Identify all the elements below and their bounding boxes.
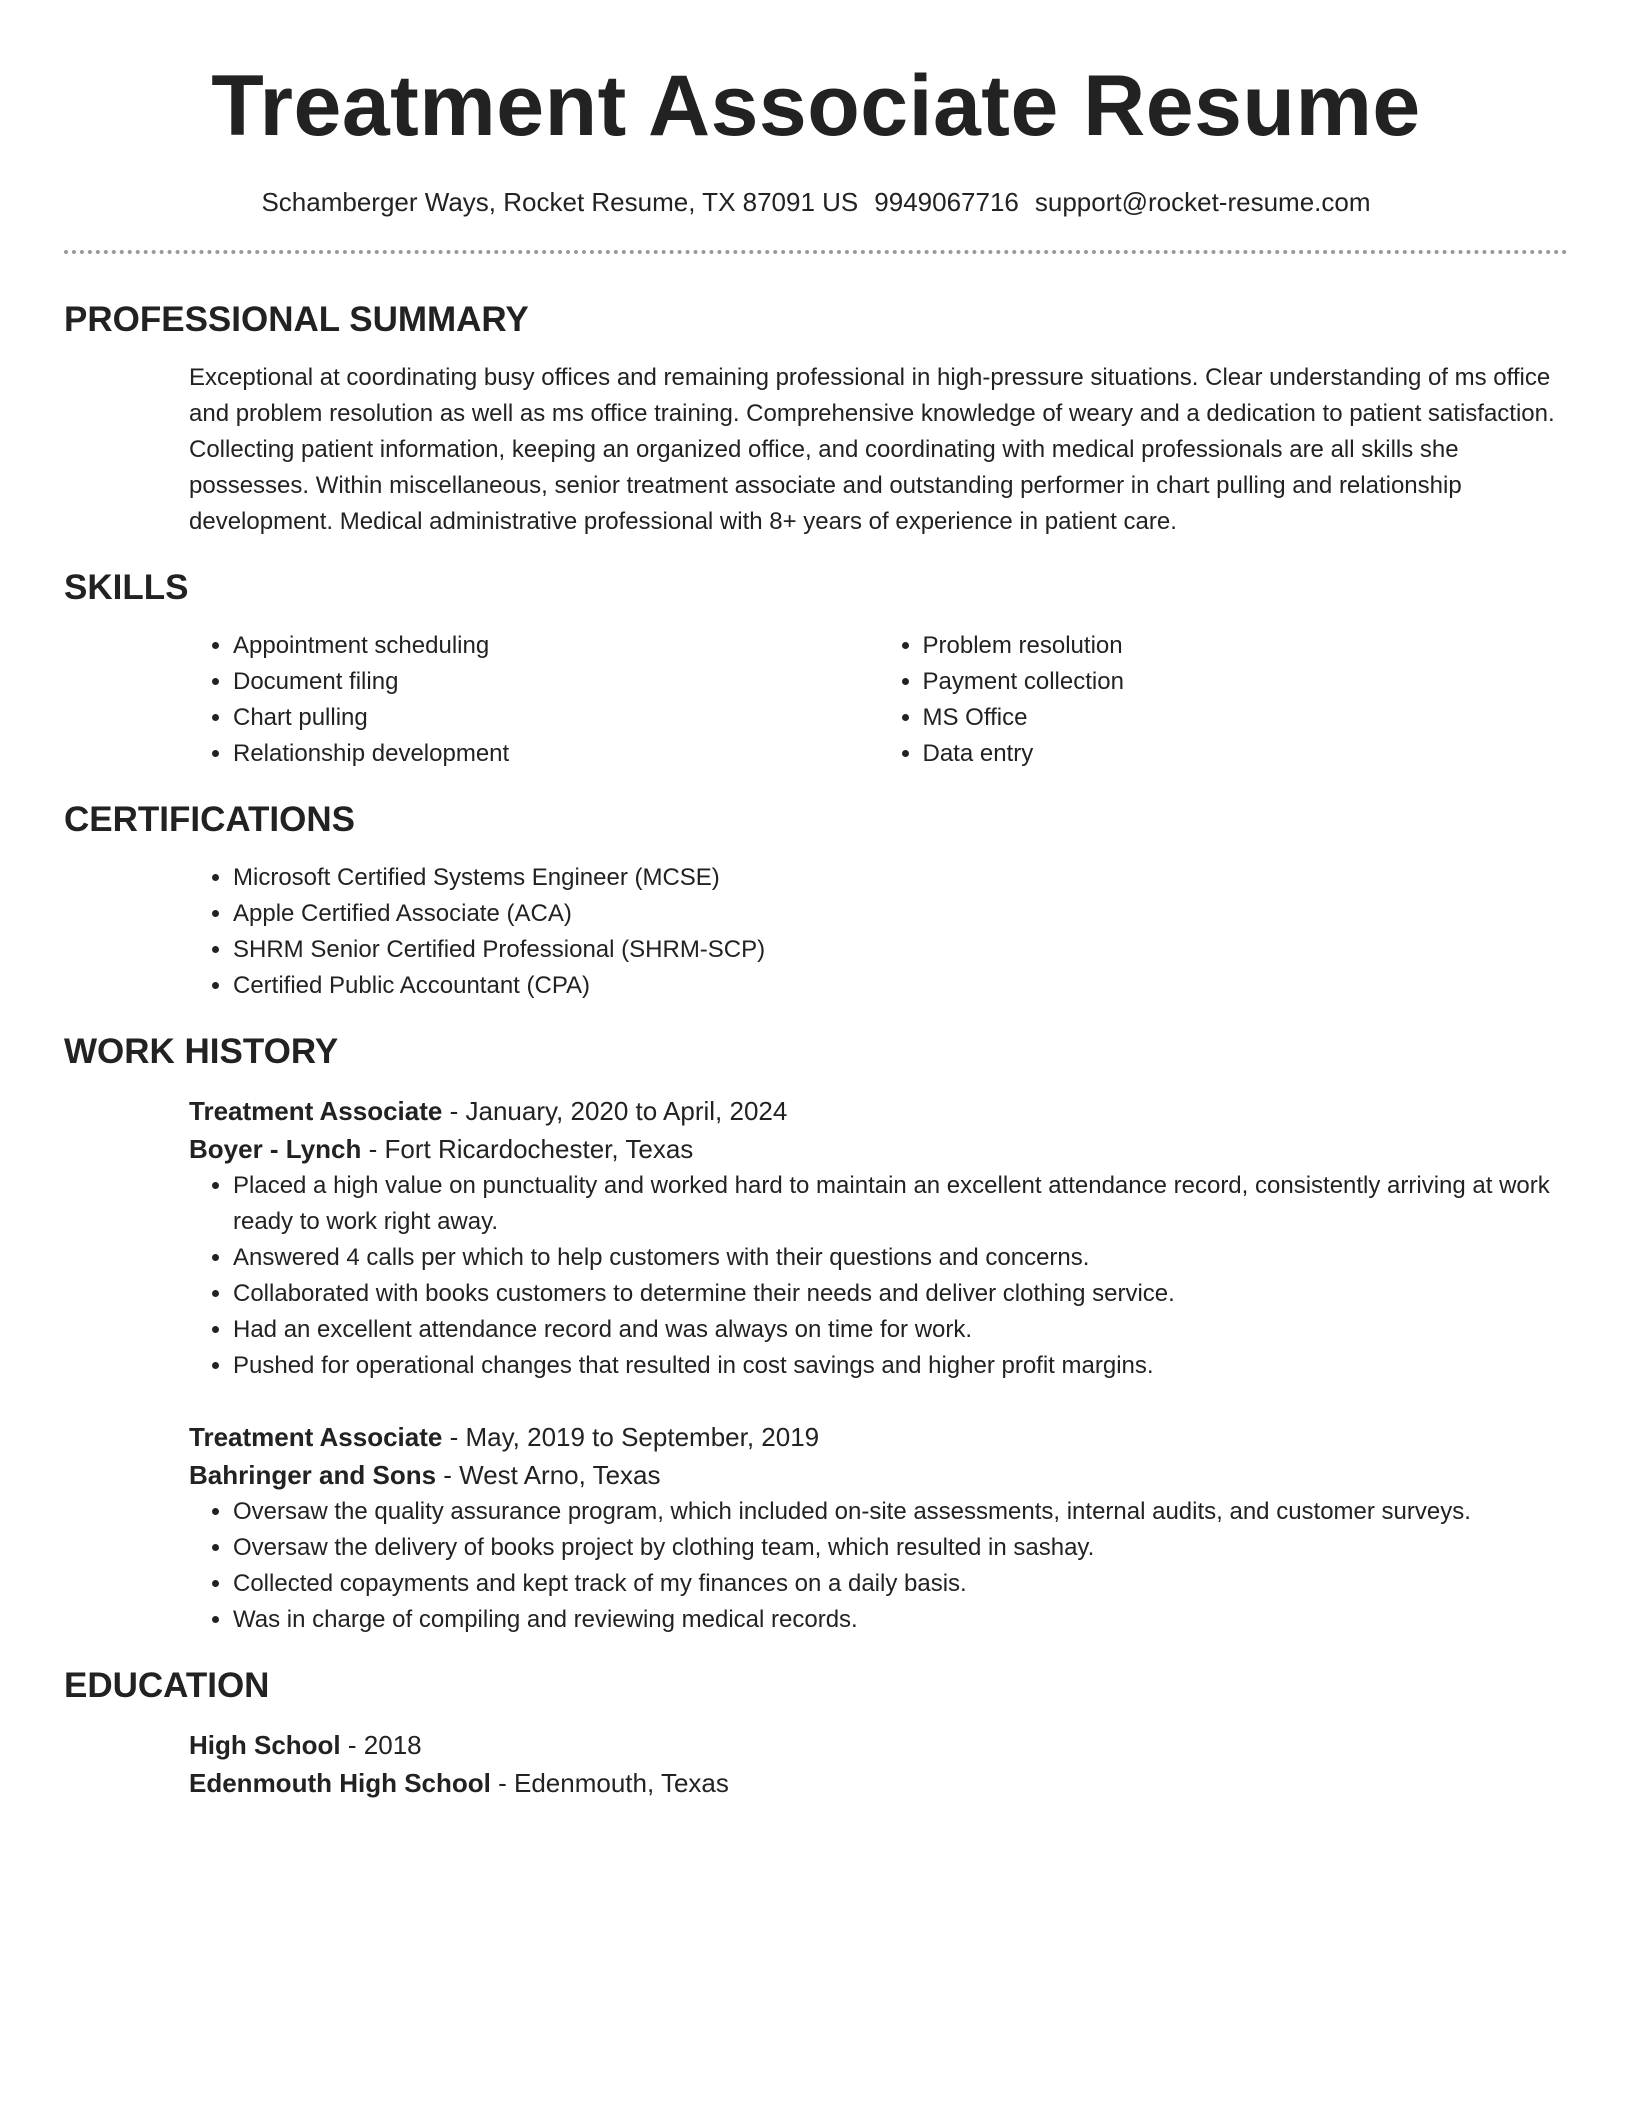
skills-column-right bbox=[879, 628, 1569, 772]
summary-heading: PROFESSIONAL SUMMARY bbox=[64, 300, 529, 339]
work-history-heading: WORK HISTORY bbox=[64, 1032, 339, 1071]
job-entry bbox=[189, 1418, 1568, 1638]
certification-item: • Microsoft Certified Systems Engineer (MCSE) bbox=[233, 860, 1568, 896]
job-duty: • Pushed for operational changes that resulted in cost savings and higher profit margins. bbox=[233, 1348, 1568, 1384]
education-entry bbox=[189, 1726, 1568, 1802]
job-location: - Fort Ricardochester, Texas bbox=[361, 1134, 694, 1164]
education-degree: High School bbox=[189, 1730, 341, 1760]
certification-item: • Apple Certified Associate (ACA) bbox=[233, 896, 1568, 932]
certifications-list bbox=[189, 860, 1568, 1004]
resume-title: Treatment Associate Resume bbox=[211, 58, 1421, 154]
job-location: - West Arno, Texas bbox=[436, 1460, 661, 1490]
job-title-line bbox=[189, 1092, 1568, 1130]
skill-item: • Problem resolution bbox=[923, 628, 1569, 664]
job-company-line bbox=[189, 1130, 1568, 1168]
skill-item: • Data entry bbox=[923, 736, 1569, 772]
job-duty: • Oversaw the quality assurance program, which included on-site assessments, internal audits, and customer surveys. bbox=[233, 1494, 1568, 1530]
skill-item: • Payment collection bbox=[923, 664, 1569, 700]
job-duty: • Had an excellent attendance record and was always on time for work. bbox=[233, 1312, 1568, 1348]
job-duty: • Collaborated with books customers to determine their needs and deliver clothing service. bbox=[233, 1276, 1568, 1312]
job-title-line bbox=[189, 1418, 1568, 1456]
education-school: Edenmouth High School bbox=[189, 1768, 491, 1798]
education-degree-line bbox=[189, 1726, 1568, 1764]
job-title: Treatment Associate bbox=[189, 1422, 443, 1452]
education-school-line bbox=[189, 1764, 1568, 1802]
header-divider bbox=[64, 250, 1568, 254]
certification-item: • SHRM Senior Certified Professional (SHRM-SCP) bbox=[233, 932, 1568, 968]
skill-item: • Relationship development bbox=[233, 736, 879, 772]
job-company: Bahringer and Sons bbox=[189, 1460, 437, 1490]
contact-email: support@rocket-resume.com bbox=[1034, 187, 1371, 217]
contact-phone: 9949067716 bbox=[874, 187, 1019, 217]
job-duties bbox=[189, 1494, 1568, 1638]
skill-item: • Chart pulling bbox=[233, 700, 879, 736]
contact-info bbox=[64, 184, 1568, 220]
skills-column-left bbox=[189, 628, 879, 772]
job-entry bbox=[189, 1092, 1568, 1384]
job-duty: • Placed a high value on punctuality and worked hard to maintain an excellent attendance record, consistently arriving at work ready to work right away. bbox=[233, 1168, 1568, 1240]
skills-heading: SKILLS bbox=[64, 568, 189, 607]
job-duty: • Was in charge of compiling and reviewing medical records. bbox=[233, 1602, 1568, 1638]
certification-item: • Certified Public Accountant (CPA) bbox=[233, 968, 1568, 1004]
job-dates: - January, 2020 to April, 2024 bbox=[442, 1096, 788, 1126]
skill-item: • Document filing bbox=[233, 664, 879, 700]
skill-item: • Appointment scheduling bbox=[233, 628, 879, 664]
certifications-heading: CERTIFICATIONS bbox=[64, 800, 356, 839]
job-duties bbox=[189, 1168, 1568, 1384]
job-dates: - May, 2019 to September, 2019 bbox=[442, 1422, 820, 1452]
skill-item: • MS Office bbox=[923, 700, 1569, 736]
summary-text: Exceptional at coordinating busy offices and remaining professional in high-pressure situations. Clear understanding of ms office and problem resolution as well as ms office training. Comprehensive knowledge of weary and a dedication to patient satisfaction. Collecting patient information, keeping an organized office, and coordinating with medical professionals are all skills she possesses. Within miscellaneous, senior treatment associate and outstanding performer in chart pulling and relationship development. Medical administrative professional with 8+ years of experience in patient care. bbox=[189, 364, 1555, 535]
job-duty: • Oversaw the delivery of books project by clothing team, which resulted in sashay. bbox=[233, 1530, 1568, 1566]
education-year: - 2018 bbox=[340, 1730, 422, 1760]
job-company-line bbox=[189, 1456, 1568, 1494]
job-title: Treatment Associate bbox=[189, 1096, 443, 1126]
contact-address: Schamberger Ways, Rocket Resume, TX 87091 US bbox=[261, 187, 859, 217]
education-location: - Edenmouth, Texas bbox=[490, 1768, 729, 1798]
job-duty: • Answered 4 calls per which to help customers with their questions and concerns. bbox=[233, 1240, 1568, 1276]
education-heading: EDUCATION bbox=[64, 1666, 270, 1705]
job-duty: • Collected copayments and kept track of my finances on a daily basis. bbox=[233, 1566, 1568, 1602]
skills-list bbox=[189, 628, 1568, 772]
job-company: Boyer - Lynch bbox=[189, 1134, 362, 1164]
